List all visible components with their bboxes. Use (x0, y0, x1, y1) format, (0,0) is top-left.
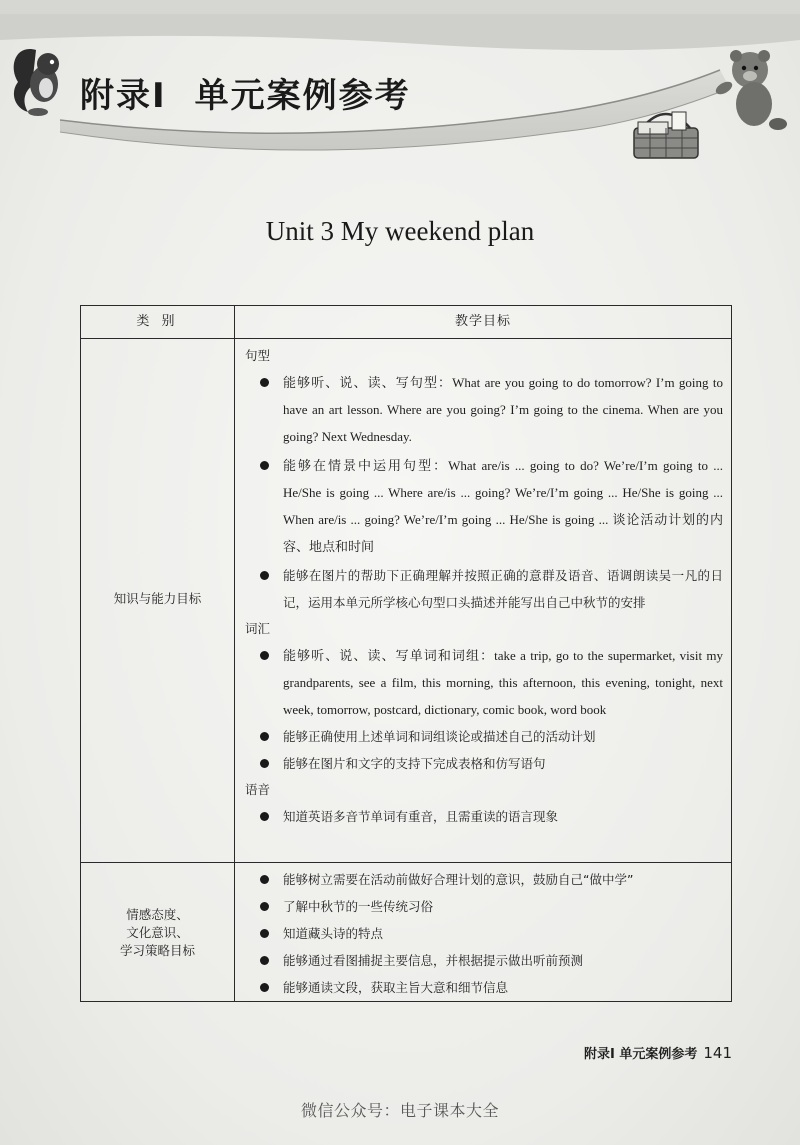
group-heading: 词汇 (245, 621, 271, 636)
list-item: 知道藏头诗的特点 (245, 920, 723, 947)
group-heading: 语音 (245, 782, 271, 797)
list-item: 能够通读文段，获取主旨大意和细节信息 (245, 974, 723, 1001)
list-item: 能够在图片和文字的支持下完成表格和仿写语句 (245, 750, 723, 777)
basket-icon (628, 104, 706, 164)
list-item: 能够听、说、读、写句型：What are you going to do tomorrow? I’m going to have an art lesson. Where are you going? I’m going to the cinema. When are you going? Next Wednesday. (245, 369, 723, 450)
list-item: 知道英语多音节单词有重音，且需重读的语言现象 (245, 803, 723, 830)
bullet-icon (260, 732, 269, 741)
group-heading: 句型 (245, 348, 271, 363)
list-item: 能够在图片的帮助下正确理解并按照正确的意群及语音、语调朗读吴一凡的日记，运用本单元所学核心句型口头描述并能写出自己中秋节的安排 (245, 562, 723, 616)
row-category-label: 情感态度、 文化意识、 学习策略目标 (119, 907, 195, 958)
section-label: 单元案例参考 (194, 76, 411, 116)
bullet-icon (260, 759, 269, 768)
row-category-label: 知识与能力目标 (113, 591, 202, 606)
list-item: 能够通过看图捕捉主要信息，并根据提示做出听前预测 (245, 947, 723, 974)
list-item: 能够听、说、读、写单词和词组：take a trip, go to the supermarket, visit my grandparents, see a film, this morning, this afternoon, this evening, tonight, next week, tomorrow, postcard, dictionary, comic book, word book (245, 642, 723, 723)
bullet-icon (260, 378, 269, 387)
bullet-icon (260, 929, 269, 938)
column-divider (234, 306, 235, 1001)
column-header-goals: 教学目标 (454, 314, 511, 329)
bullet-icon (260, 651, 269, 660)
bullet-icon (260, 983, 269, 992)
page-number: 141 (703, 1044, 732, 1062)
row-goals-attitude (245, 866, 723, 1001)
list-item: 能够树立需要在活动前做好合理计划的意识，鼓励自己“做中学” (245, 866, 723, 893)
bullet-icon (260, 956, 269, 965)
bullet-icon (260, 812, 269, 821)
bullet-icon (260, 571, 269, 580)
watermark: 微信公众号：电子课本大全 (300, 1101, 499, 1120)
column-header-category: 类 别 (136, 314, 179, 329)
row-divider (81, 862, 731, 863)
appendix-label: 附录I (80, 76, 167, 116)
bullet-icon (260, 461, 269, 470)
bullet-icon (260, 875, 269, 884)
bear-icon (712, 44, 792, 136)
squirrel-icon (8, 42, 70, 120)
chapter-title (80, 68, 411, 117)
unit-title: Unit 3 My weekend plan (265, 216, 535, 246)
bullet-icon (260, 902, 269, 911)
list-item: 能够在情景中运用句型：What are/is ... going to do? We’re/I’m going to ... He/She is going ... Where are/is ... going? We’re/I’m going ... He/She is going ... When are/is ... going? We’re/I’m going ... He/She is going ... 谈论活动计划的内容、地点和时间 (245, 452, 723, 560)
header-row-divider (81, 338, 731, 339)
row-goals-knowledge (245, 343, 723, 830)
page-footer (584, 1043, 732, 1062)
list-item: 能够正确使用上述单词和词组谈论或描述自己的活动计划 (245, 723, 723, 750)
teaching-goals-table (80, 305, 732, 1002)
running-head: 附录I 单元案例参考 (583, 1047, 698, 1062)
list-item: 了解中秋节的一些传统习俗 (245, 893, 723, 920)
